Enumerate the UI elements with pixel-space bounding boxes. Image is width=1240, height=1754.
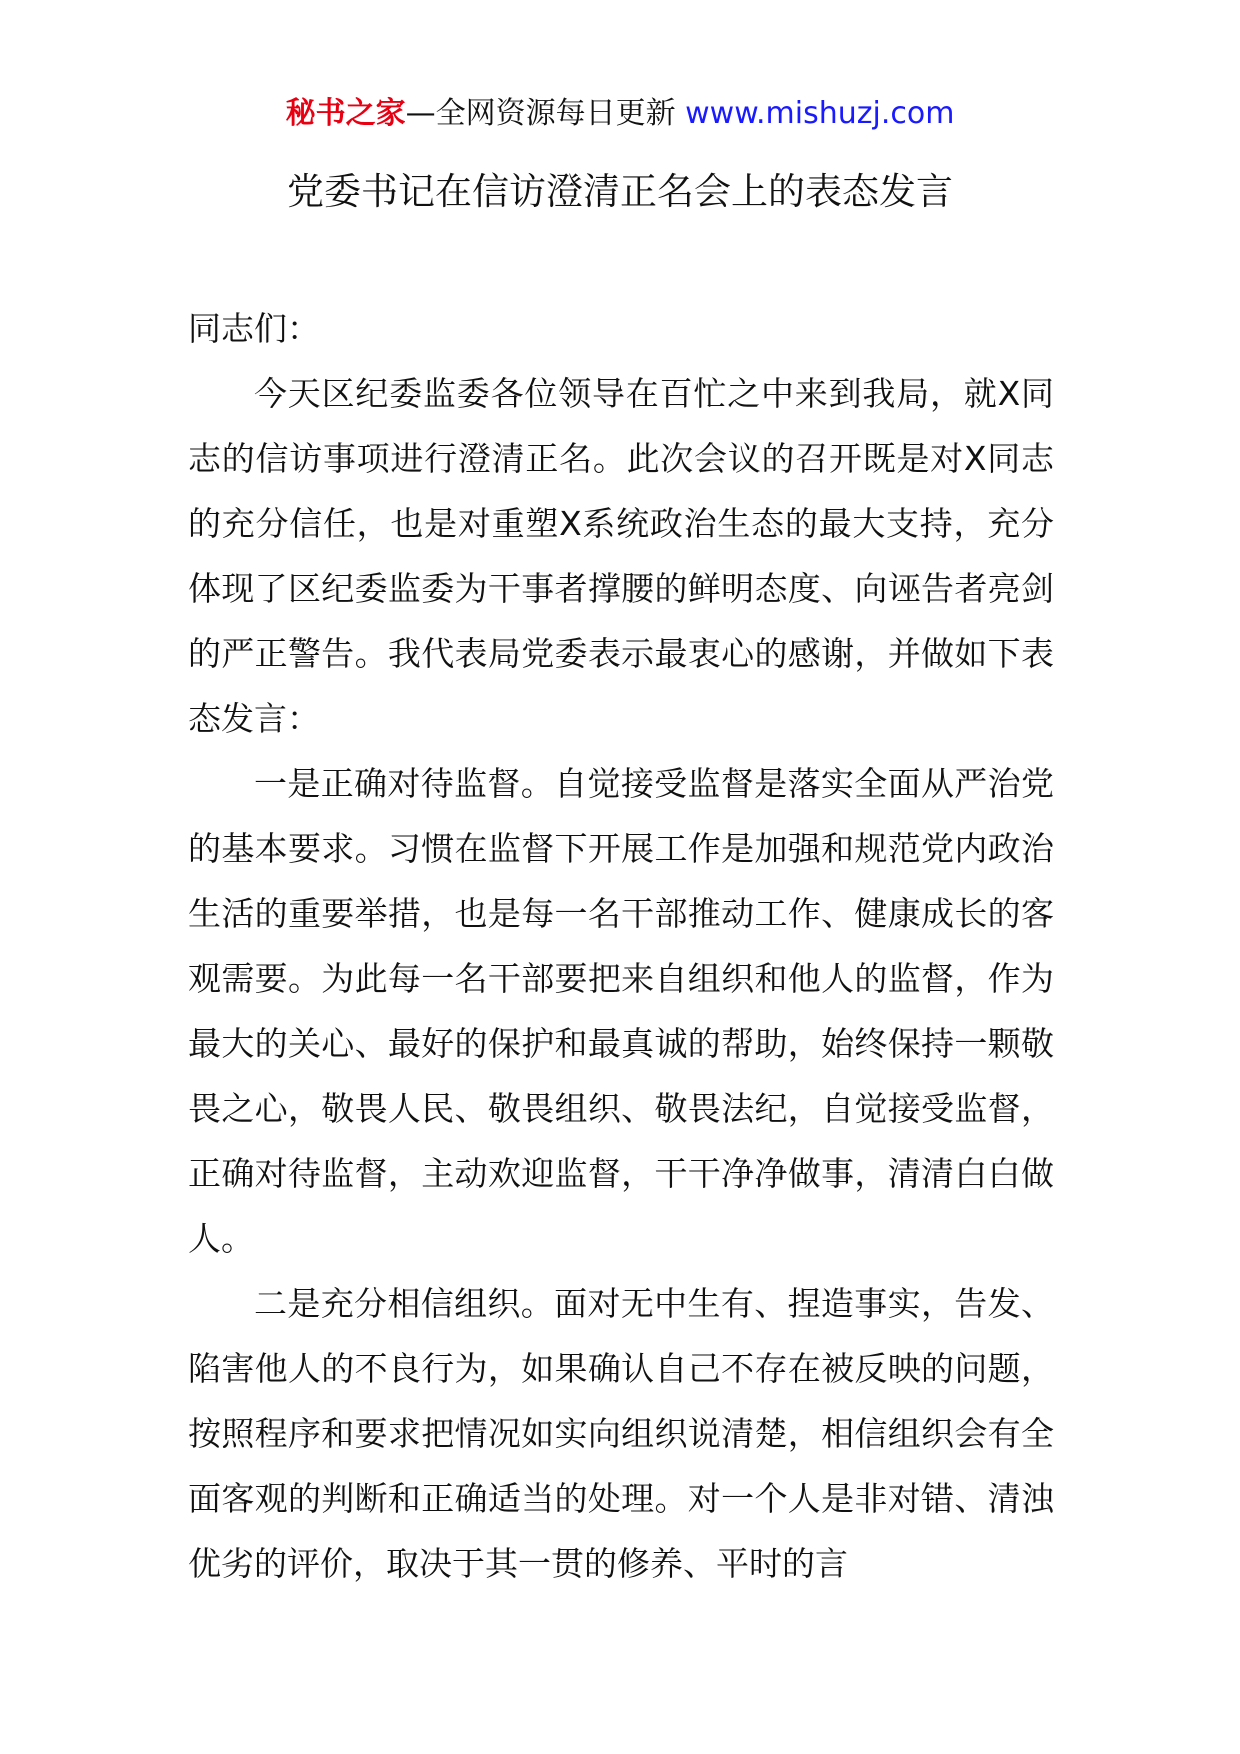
document-title: 党委书记在信访澄清正名会上的表态发言 [287,170,953,213]
brand-name: 秘书之家 [285,96,406,131]
paragraph-intro: 今天区纪委监委各位领导在百忙之中来到我局，就X同志的信访事项进行澄清正名。此次会议的召开既是对X同志的充分信任，也是对重塑X系统政治生态的最大支持，充分体现了区纪委监委为干事者撑腰的鲜明态度、向诬告者亮剑的严正警告。我代表局党委表示最衷心的感谢，并做如下表态发言： [188,374,1054,738]
site-tagline: —全网资源每日更新 [405,96,686,131]
paragraph-point-two: 二是充分相信组织。面对无中生有、捏造事实，告发、陷害他人的不良行为，如果确认自己不存在被反映的问题，按照程序和要求把情况如实向组织说清楚，相信组织会有全面客观的判断和正确适当的处理。对一个人是非对错、清浊优劣的评价，取决于其一贯的修养、平时的言 [188,1284,1054,1583]
site-url-link[interactable]: www.mishuzj.com [685,96,955,131]
site-header [0,92,1240,136]
greeting: 同志们： [188,309,320,348]
document-body [188,296,1054,1596]
paragraph-point-one: 一是正确对待监督。自觉接受监督是落实全面从严治党的基本要求。习惯在监督下开展工作是加强和规范党内政治生活的重要举措，也是每一名干部推动工作、健康成长的客观需要。为此每一名干部要把来自组织和他人的监督，作为最大的关心、最好的保护和最真诚的帮助，始终保持一颗敬畏之心，敬畏人民、敬畏组织、敬畏法纪，自觉接受监督，正确对待监督，主动欢迎监督，干干净净做事，清清白白做人。 [188,764,1054,1258]
